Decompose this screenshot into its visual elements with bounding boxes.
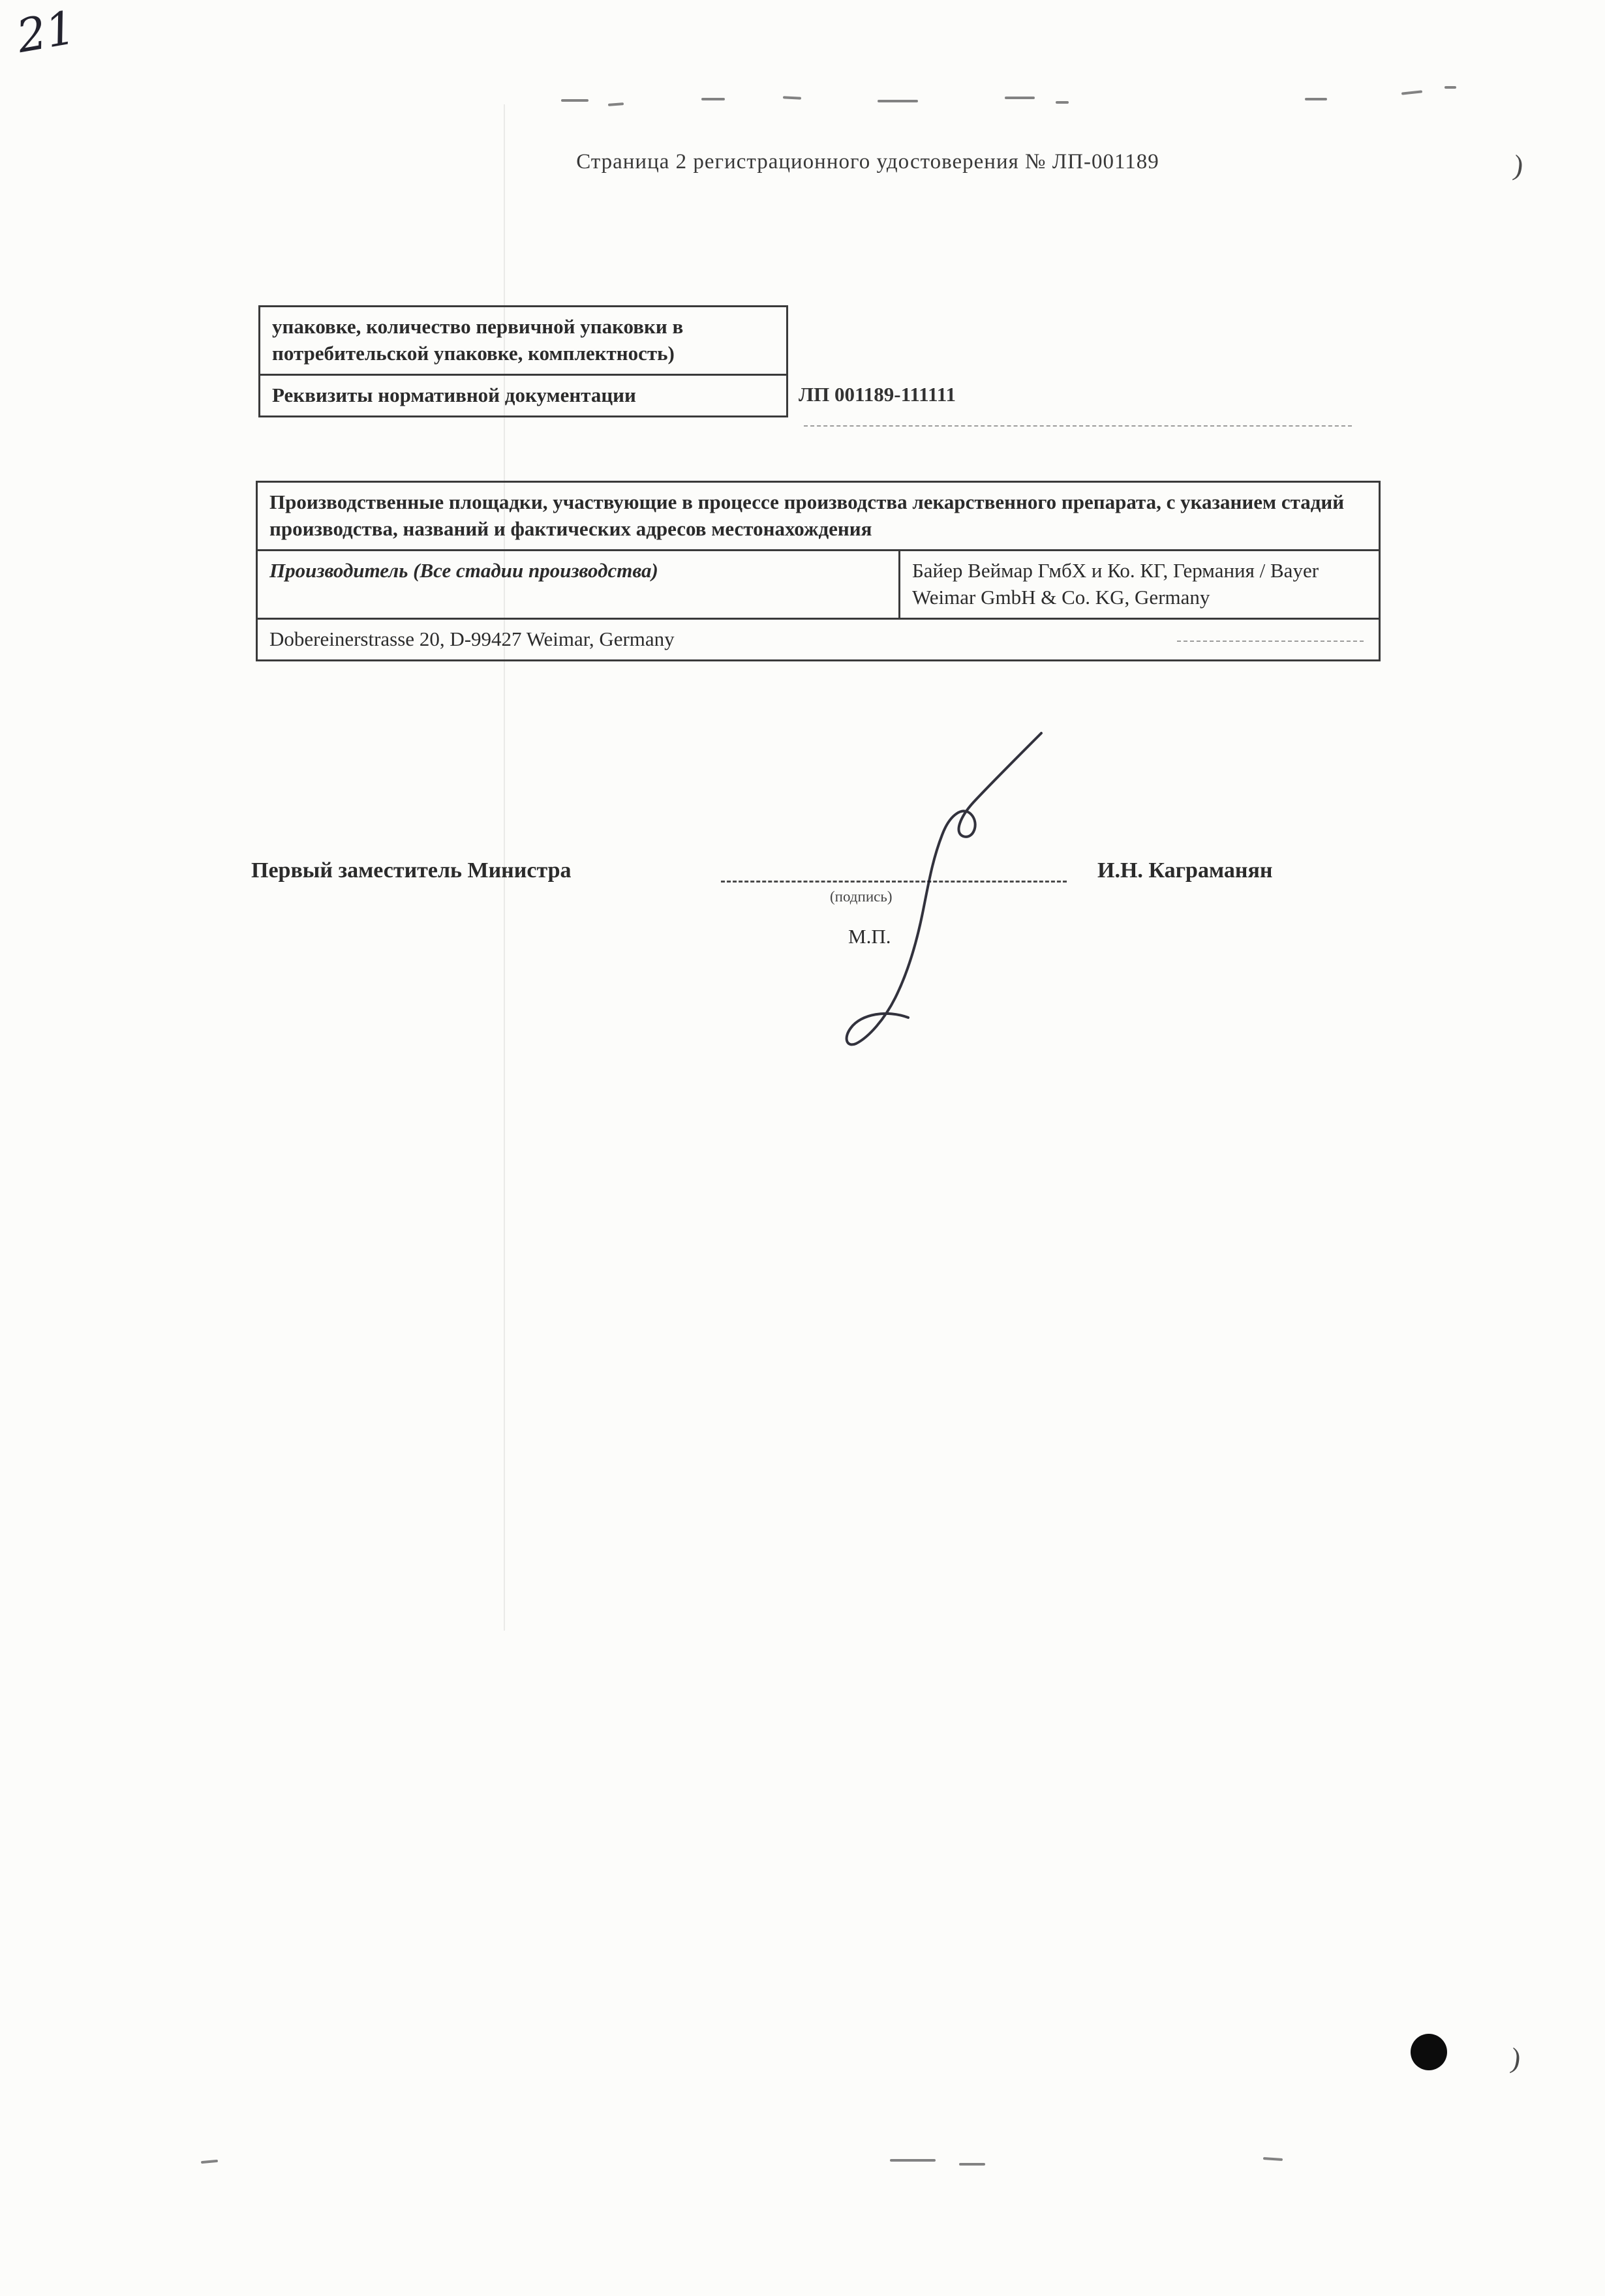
signature-caption: (подпись) — [830, 888, 893, 905]
signer-position-title: Первый заместитель Министра — [251, 858, 572, 883]
manufacturer-address-cell: Dobereinerstrasse 20, D-99427 Weimar, Germany — [256, 618, 1381, 661]
scan-artifact — [1401, 90, 1422, 95]
signer-name: И.Н. Каграманян — [1097, 858, 1273, 883]
requisites-label-cell: Реквизиты нормативной документации — [258, 374, 788, 417]
scan-artifact — [878, 100, 918, 102]
edge-mark-artifact: ) — [1508, 2042, 1523, 2075]
scan-artifact — [1305, 98, 1327, 100]
manufacturer-row — [256, 549, 1381, 620]
page-header: Страница 2 регистрационного удостоверения № ЛП-001189 — [576, 150, 1159, 174]
scan-artifact — [890, 2159, 936, 2162]
scan-artifact — [561, 99, 588, 102]
seal-mark: М.П. — [848, 925, 891, 948]
requisites-value: ЛП 001189-111111 — [799, 382, 956, 406]
scan-artifact — [804, 425, 1352, 427]
scan-artifact — [959, 2163, 985, 2166]
scan-artifact — [1263, 2157, 1283, 2161]
scan-artifact — [201, 2160, 218, 2164]
packaging-continuation-cell: упаковке, количество первичной упаковки в потребительской упаковке, комплектность) — [258, 305, 788, 376]
requisites-row — [258, 374, 1368, 417]
scan-artifact — [1005, 97, 1035, 99]
scan-artifact — [1056, 101, 1069, 104]
production-table-header-cell: Производственные площадки, участвующие в процессе производства лекарственного препарата, с указанием стадий производства, названий и фактических адресов местонахождения — [256, 481, 1381, 551]
scan-artifact — [608, 102, 624, 106]
manufacturer-label-cell: Производитель (Все стадии производства) — [256, 549, 900, 620]
handwritten-signature — [809, 711, 1083, 1063]
scan-artifact — [783, 96, 801, 99]
edge-mark-artifact: ) — [1511, 149, 1525, 182]
manufacturer-value-cell: Байер Веймар ГмбХ и Ко. КГ, Германия / Bayer Weimar GmbH & Co. KG, Germany — [898, 549, 1381, 620]
requisites-table — [258, 305, 1368, 417]
handwritten-page-number: 21 — [12, 0, 80, 64]
scan-artifact — [1177, 641, 1364, 642]
scan-artifact — [1444, 86, 1456, 89]
scan-artifact — [701, 98, 725, 100]
production-sites-table — [256, 481, 1381, 661]
hole-punch-dot — [1411, 2034, 1447, 2070]
